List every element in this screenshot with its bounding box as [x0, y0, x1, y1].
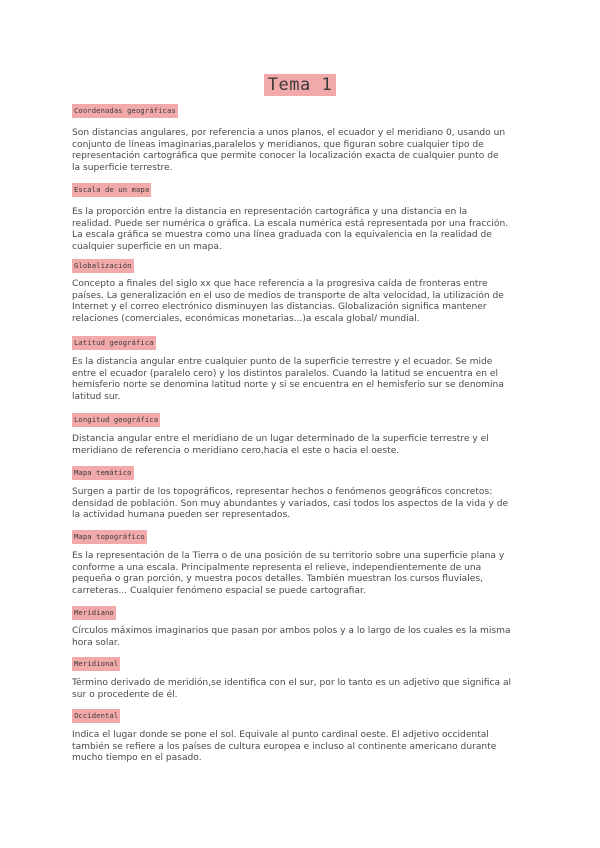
section-text: Concepto a finales del siglo xx que hace referencia a la progresiva caída de fronteras entre países. La generalización en el uso de medios de transporte de alta velocidad, la utilización de Internet y el correo electrónico disminuyen las distancias. Globalización significa mantener relaciones (comerciales, económicas monetarias...)a escala global/ mundial.: [72, 279, 504, 324]
section-text: Es la proporción entre la distancia en representación cartográfica y una distancia en la realidad. Puede ser numérica o gráfica. La escala numérica está representada por una fracción. La escala gráfica se muestra como una línea graduada con la equivalencia en la realidad de cualquier superficie en un mapa.: [72, 207, 509, 252]
section-heading: Latitud geográfica: [72, 336, 156, 350]
section-heading: Coordenadas geográficas: [72, 104, 178, 118]
page-title: Tema 1: [264, 74, 336, 96]
section-mapa-tematico: [72, 460, 528, 522]
section-heading: Meridional: [72, 657, 120, 671]
section-coordenadas: [72, 98, 528, 174]
section-globalizacion: [72, 253, 528, 325]
section-mapa-topografico: [72, 524, 528, 597]
section-heading: Mapa topográfico: [72, 530, 147, 544]
section-longitud: [72, 407, 528, 457]
section-text: Círculos máximos imaginarios que pasan por ambos polos y a lo largo de los cuales es la misma hora solar.: [72, 626, 511, 648]
section-heading: Meridiano: [72, 606, 116, 620]
section-text: Término derivado de meridión,se identifica con el sur, por lo tanto es un adjetivo que significa al sur o procedente de él.: [72, 678, 512, 700]
section-heading: Globalización: [72, 259, 134, 273]
section-escala: [72, 177, 528, 253]
section-heading: Mapa temático: [72, 466, 134, 480]
section-occidental: [72, 703, 528, 765]
section-heading: Escala de un mapa: [72, 183, 151, 197]
title-wrapper: [0, 74, 600, 96]
section-text: Son distancias angulares, por referencia a unos planos, el ecuador y el meridiano 0, usando un conjunto de líneas imaginarias,paralelos y meridianos, que figuran sobre cualquier tipo de representación cartográfica que permite conocer la localización exacta de cualquier punto de la superficie terrestre.: [72, 128, 506, 173]
section-latitud: [72, 330, 528, 403]
section-text: Distancia angular entre el meridiano de un lugar determinado de la superficie terrestre y el meridiano de referencia o meridiano cero,hacia el este o hacia el oeste.: [72, 434, 489, 456]
section-heading: Longitud geográfica: [72, 413, 160, 427]
section-text: Surgen a partir de los topográficos, representar hechos o fenómenos geográficos concretos: densidad de población. Son muy abundantes y variados, casi todos los aspectos de la vida y de la actividad humana pueden ser representados.: [72, 487, 509, 521]
section-meridiano: [72, 600, 528, 649]
section-text: Es la representación de la Tierra o de una posición de su territorio sobre una superficie plana y conforme a una escala. Principalmente representa el relieve, independientemente de una pequeña o gran porción, y muestra pocos detalles. También muestran los cursos fluviales, carreteras... Cualquier fenómeno espacial se puede cartografiar.: [72, 551, 505, 596]
section-heading: Occidental: [72, 709, 120, 723]
section-meridional: [72, 651, 528, 701]
section-text: Es la distancia angular entre cualquier punto de la superficie terrestre y el ecuador. Se mide entre el ecuador (paralelo cero) y los distintos paralelos. Cuando la latitud se encuentra en el hemisferio norte se denomina latitud norte y si se encuentra en el hemisferio sur se denomina latitud sur.: [72, 357, 504, 402]
section-text: Indica el lugar donde se pone el sol. Equivale al punto cardinal oeste. El adjetivo occidental también se refiere a los países de cultura europea e incluso al continente americano durante mucho tiempo en el pasado.: [72, 730, 497, 764]
